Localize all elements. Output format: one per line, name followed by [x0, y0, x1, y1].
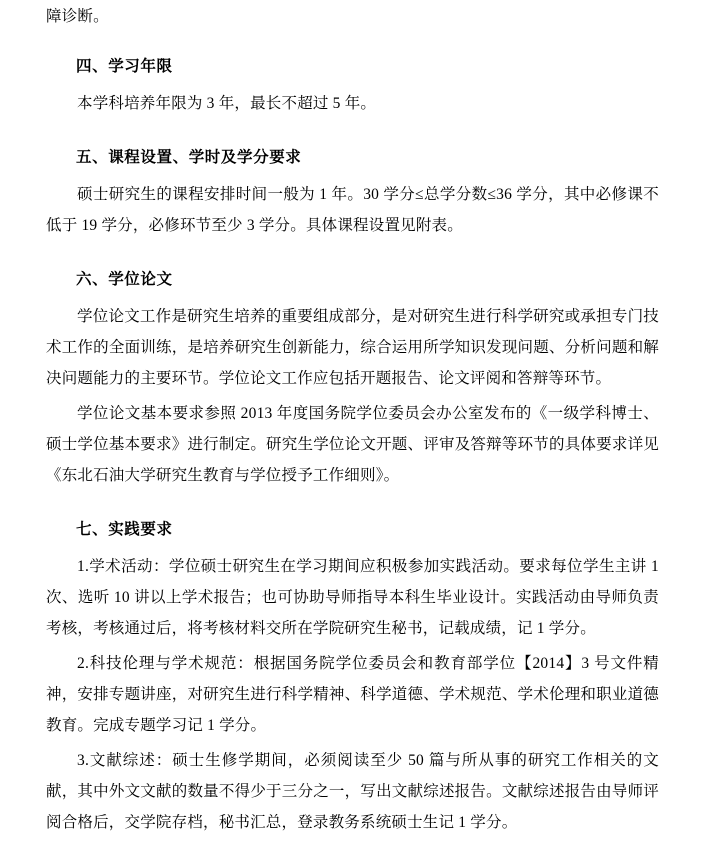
section-4-paragraph-1: 本学科培养年限为 3 年，最长不超过 5 年。 — [77, 95, 377, 112]
section-7-paragraph-3: 3.文献综述：硕士生修学期间，必须阅读至少 50 篇与所从事的研究工作相关的文献，其中外文文献的数量不得少于三分之一，写出文献综述报告。文献综述报告由导师评阅合格后，交学院存档，秘书汇总，登录教务系统硕士生记 1 学分。 — [46, 752, 659, 831]
section-heading-4: 四、学习年限 — [76, 58, 173, 75]
spacer — [46, 495, 659, 501]
section-heading-7: 七、实践要求 — [76, 521, 173, 538]
spacer — [46, 32, 659, 38]
spacer — [46, 245, 659, 251]
section-7-paragraph-1: 1.学术活动：学位硕士研究生在学习期间应积极参加实践活动。要求每位学生主讲 1 次、选听 10 讲以上学术报告；也可协助导师指导本科生毕业设计。实践活动由导师负责考核，考核通过后，将考核材料交所在学院研究生秘书，记载成绩，记 1 学分。 — [46, 558, 659, 637]
section-heading-5: 五、课程设置、学时及学分要求 — [76, 149, 302, 166]
section-7-paragraph-2: 2.科技伦理与学术规范：根据国务院学位委员会和教育部学位【2014】3 号文件精神，安排专题讲座，对研究生进行科学精神、科学道德、学术规范、学术伦理和职业道德教育。完成专题学习记 1 学分。 — [46, 655, 659, 734]
section-6-paragraph-1: 学位论文工作是研究生培养的重要组成部分，是对研究生进行科学研究或承担专门技术工作的全面训练，是培养研究生创新能力，综合运用所学知识发现问题、分析问题和解决问题能力的主要环节。学位论文工作应包括开题报告、论文评阅和答辩等环节。 — [46, 308, 659, 387]
section-6-paragraph-2: 学位论文基本要求参照 2013 年度国务院学位委员会办公室发布的《一级学科博士、硕士学位基本要求》进行制定。研究生学位论文开题、评审及答辩等环节的具体要求详见《东北石油大学研究生教育与学位授予工作细则》。 — [46, 405, 659, 484]
section-heading-6: 六、学位论文 — [76, 271, 173, 288]
spacer — [46, 123, 659, 129]
section-5-paragraph-1: 硕士研究生的课程安排时间一般为 1 年。30 学分≤总学分数≤36 学分，其中必修课不低于 19 学分，必修环节至少 3 学分。具体课程设置见附表。 — [46, 186, 659, 234]
continuation-text: 障诊断。 — [46, 8, 109, 25]
